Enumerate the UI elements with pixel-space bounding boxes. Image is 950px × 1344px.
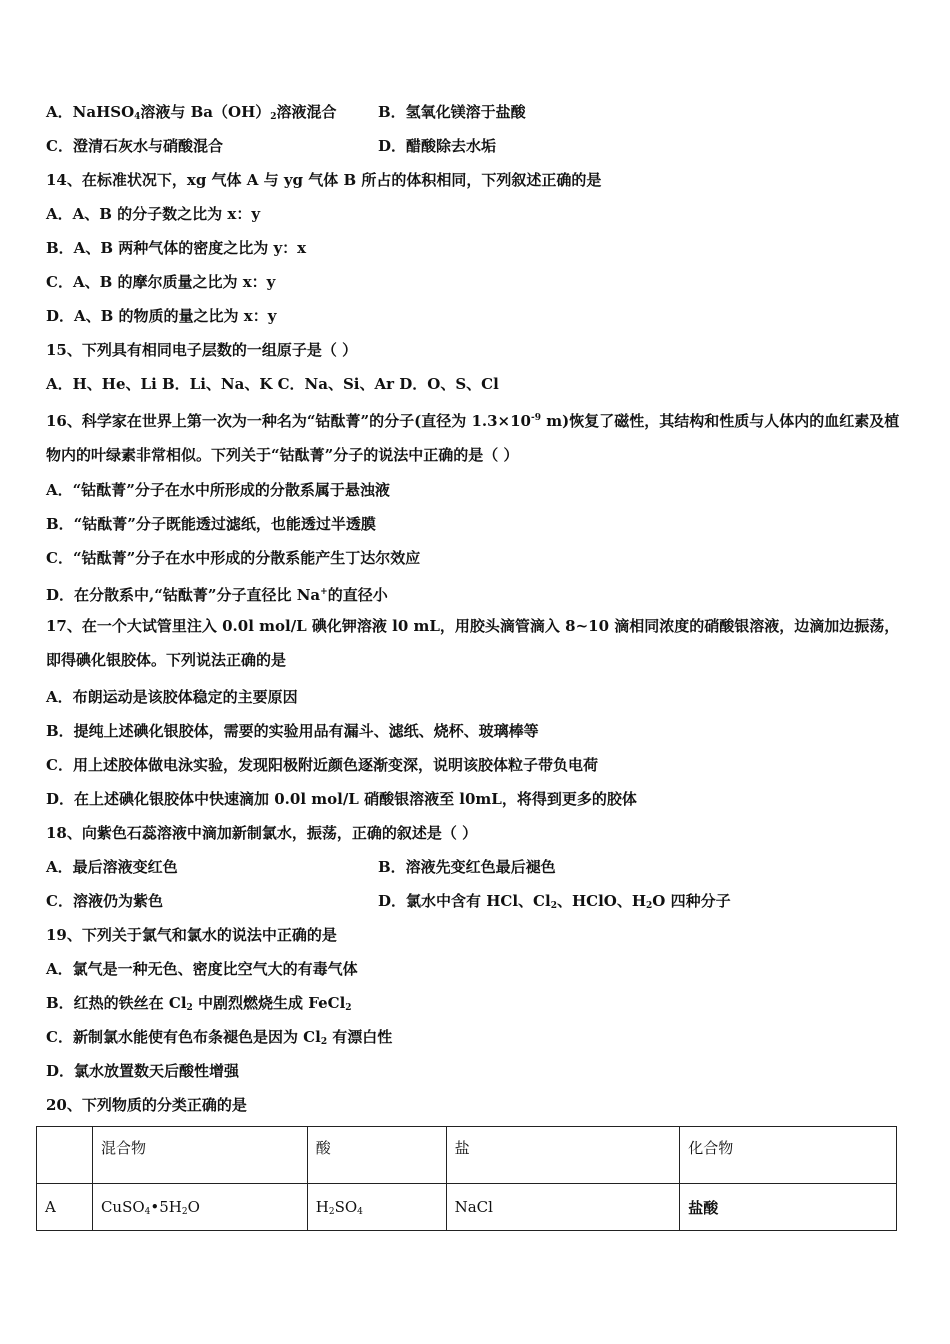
q19-stem: 19、下列关于氯气和氯水的说法中正确的是 xyxy=(46,926,337,944)
q13-option-a: A．NaHSO$_4$溶液与 $Ba(OH)_2$溶液混合 xyxy=(46,103,337,122)
q14-option-a: A．A、B 的分子数之比为 x：y xyxy=(46,205,261,223)
table-header-row xyxy=(37,1127,897,1184)
q19-option-d: D．氯水放置数天后酸性增强 xyxy=(46,1062,240,1080)
table-header-cell xyxy=(37,1127,93,1184)
q13-option-d: D．醋酸除去水垢 xyxy=(378,137,497,155)
q18-stem: 18、向紫色石蕊溶液中滴加新制氯水，振荡，正确的叙述是（ ） xyxy=(46,824,478,842)
q16-option-d: D．在分散系中,“钴酞菁”分子直径比 Na+的直径小 xyxy=(46,586,388,604)
q16-option-a: A．“钴酞菁”分子在水中所形成的分散系属于悬浊液 xyxy=(46,481,390,499)
q14-option-d: D．A、B 的物质的量之比为 x：y xyxy=(46,307,277,325)
q17-option-b: B．提纯上述碘化银胶体，需要的实验用品有漏斗、滤纸、烧杯、玻璃棒等 xyxy=(46,722,539,740)
q18-option-b: B．溶液先变红色最后褪色 xyxy=(378,858,556,876)
q17-option-d: D．在上述碘化银胶体中快速滴加 0.0l mol/L 硝酸银溶液至 l0mL，将得到更多的胶体 xyxy=(46,790,637,808)
table-header-cell: 盐 xyxy=(446,1127,680,1184)
table-cell: NaCl xyxy=(446,1184,680,1231)
table-header-cell: 混合物 xyxy=(92,1127,307,1184)
q17-option-c: C．用上述胶体做电泳实验，发现阳极附近颜色逐渐变深，说明该胶体粒子带负电荷 xyxy=(46,756,598,774)
q15-stem: 15、下列具有相同电子层数的一组原子是（ ） xyxy=(46,341,358,359)
q14-stem: 14、在标准状况下，xg 气体 A 与 yg 气体 B 所占的体积相同，下列叙述正确的是 xyxy=(46,171,602,189)
q19-option-c: C．新制氯水能使有色布条褪色是因为 $Cl_2$ 有漂白性 xyxy=(46,1028,393,1047)
table-cell: 盐酸 xyxy=(680,1184,897,1231)
q18-option-d: D．氯水中含有 HCl、$Cl_2$、HClO、$H_2O$ 四种分子 xyxy=(378,892,731,911)
table-cell: $CuSO_4•5H_2O$ xyxy=(92,1184,307,1231)
table-header-cell: 化合物 xyxy=(680,1127,897,1184)
q13-option-b: B．氢氧化镁溶于盐酸 xyxy=(378,103,526,121)
q17-option-a: A．布朗运动是该胶体稳定的主要原因 xyxy=(46,688,298,706)
q14-option-c: C．A、B 的摩尔质量之比为 x：y xyxy=(46,273,276,291)
table-cell: $H_2SO_4$ xyxy=(307,1184,446,1231)
q16-option-c: C．“钴酞菁”分子在水中形成的分散系能产生丁达尔效应 xyxy=(46,549,421,567)
q18-option-a: A．最后溶液变红色 xyxy=(46,858,178,876)
table-header-cell: 酸 xyxy=(307,1127,446,1184)
q14-option-b: B．A、B 两种气体的密度之比为 y：x xyxy=(46,239,307,257)
table-cell: A xyxy=(37,1184,93,1231)
classification-table xyxy=(36,1126,897,1231)
table-row xyxy=(37,1184,897,1231)
q16-stem: 16、科学家在世界上第一次为一种名为“钴酞菁”的分子(直径为 $1.3\times 10^{-9}$ m)恢复了磁性，其结构和性质与人体内的血红素及植物内的叶绿素非常相似。下列关于“钴酞菁”分子的说法中正确的是（ ） xyxy=(46,412,900,464)
q17-stem: 17、在一个大试管里注入 0.0l mol/L 碘化钾溶液 l0 mL，用胶头滴管滴入 8~10 滴相同浓度的硝酸银溶液，边滴加边振荡，即得碘化银胶体。下列说法正确的是 xyxy=(46,617,900,669)
q19-option-a: A．氯气是一种无色、密度比空气大的有毒气体 xyxy=(46,960,358,978)
q18-option-c: C．溶液仍为紫色 xyxy=(46,892,163,910)
q13-option-c: C．澄清石灰水与硝酸混合 xyxy=(46,137,223,155)
q20-stem: 20、下列物质的分类正确的是 xyxy=(46,1096,247,1114)
q16-option-b: B．“钴酞菁”分子既能透过滤纸，也能透过半透膜 xyxy=(46,515,376,533)
q19-option-b: B．红热的铁丝在 $Cl_2$ 中剧烈燃烧生成 FeCl$_2$ xyxy=(46,994,352,1013)
q15-options: A．H、He、Li B．Li、Na、K C．Na、Si、Ar D．O、S、Cl xyxy=(46,375,499,393)
